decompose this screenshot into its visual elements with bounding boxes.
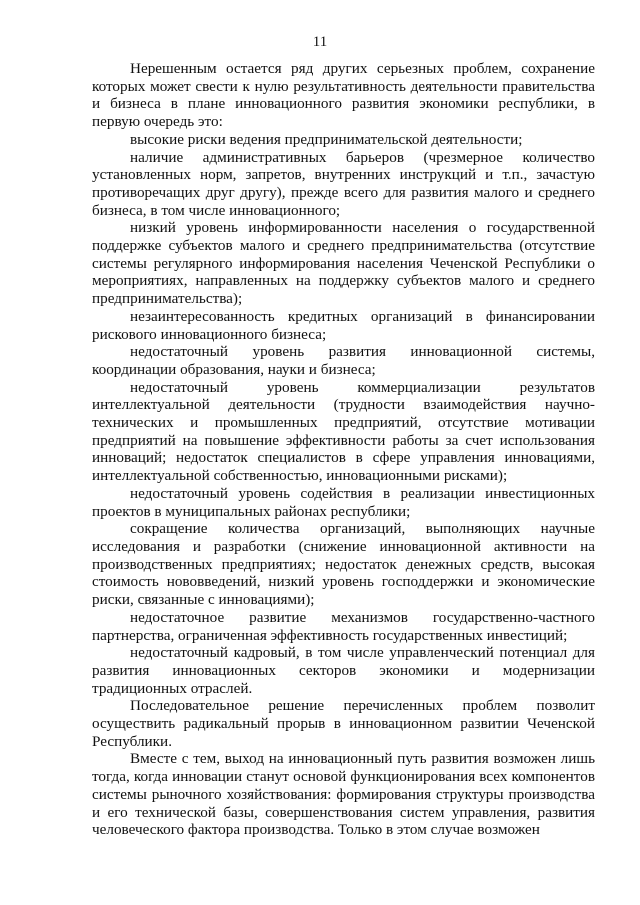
paragraph: недостаточный кадровый, в том числе управленческий потенциал для развития инновационных секторов экономики и модернизации традиционных отраслей. [92, 644, 595, 697]
paragraph: недостаточный уровень развития инновационной системы, координации образования, науки и бизнеса; [92, 343, 595, 378]
paragraph: наличие административных барьеров (чрезмерное количество установленных норм, запретов, внутренних инструкций и т.п., зачастую противоречащих друг другу), прежде всего для развития малого и среднего бизнеса, в том числе инновационного; [92, 148, 595, 219]
paragraph: Нерешенным остается ряд других серьезных проблем, сохранение которых может свести к нулю результативность деятельности правительства и бизнеса в плане инновационного развития экономики республики, в первую очередь это: [92, 60, 595, 131]
paragraph: низкий уровень информированности населения о государственной поддержке субъектов малого и среднего предпринимательства (отсутствие системы регулярного информирования населения Чеченской Республики о мероприятиях, направленных на поддержку субъектов малого и среднего предпринимательства); [92, 219, 595, 308]
paragraph: незаинтересованность кредитных организаций в финансировании рискового инновационного бизнеса; [92, 307, 595, 343]
paragraph: Вместе с тем, выход на инновационный путь развития возможен лишь тогда, когда инновации станут основой функционирования всех компонентов системы рыночного хозяйствования: формирования структуры производства и его технической базы, совершенствования систем управления, развития человеческого фактора производства. Только в этом случае возможен [92, 750, 595, 839]
paragraph: недостаточный уровень содействия в реализации инвестиционных проектов в муниципальных районах республики; [92, 484, 595, 520]
paragraph: Последовательное решение перечисленных проблем позволит осуществить радикальный прорыв в инновационном развитии Чеченской Республики. [92, 697, 595, 750]
paragraph: недостаточное развитие механизмов государственно-частного партнерства, ограниченная эффективность государственных инвестиций; [92, 608, 595, 644]
body-text [92, 60, 595, 839]
page-number: 11 [312, 34, 328, 50]
paragraph: недостаточный уровень коммерциализации результатов интеллектуальной деятельности (трудности взаимодействия научно-технических и промышленных предприятий, отсутствие мотивации предприятий на повышение эффективности работы за счет использования инноваций; недостаток специалистов в сфере управления инновациями, интеллектуальной собственностью, инновационными рисками); [92, 378, 595, 485]
paragraph: сокращение количества организаций, выполняющих научные исследования и разработки (снижение инновационной активности на производственных предприятиях; недостаток денежных средств, высокая стоимость нововведений, низкий уровень господдержки и экономические риски, связанные с инновациями); [92, 520, 595, 609]
paragraph: высокие риски ведения предпринимательской деятельности; [130, 130, 523, 148]
